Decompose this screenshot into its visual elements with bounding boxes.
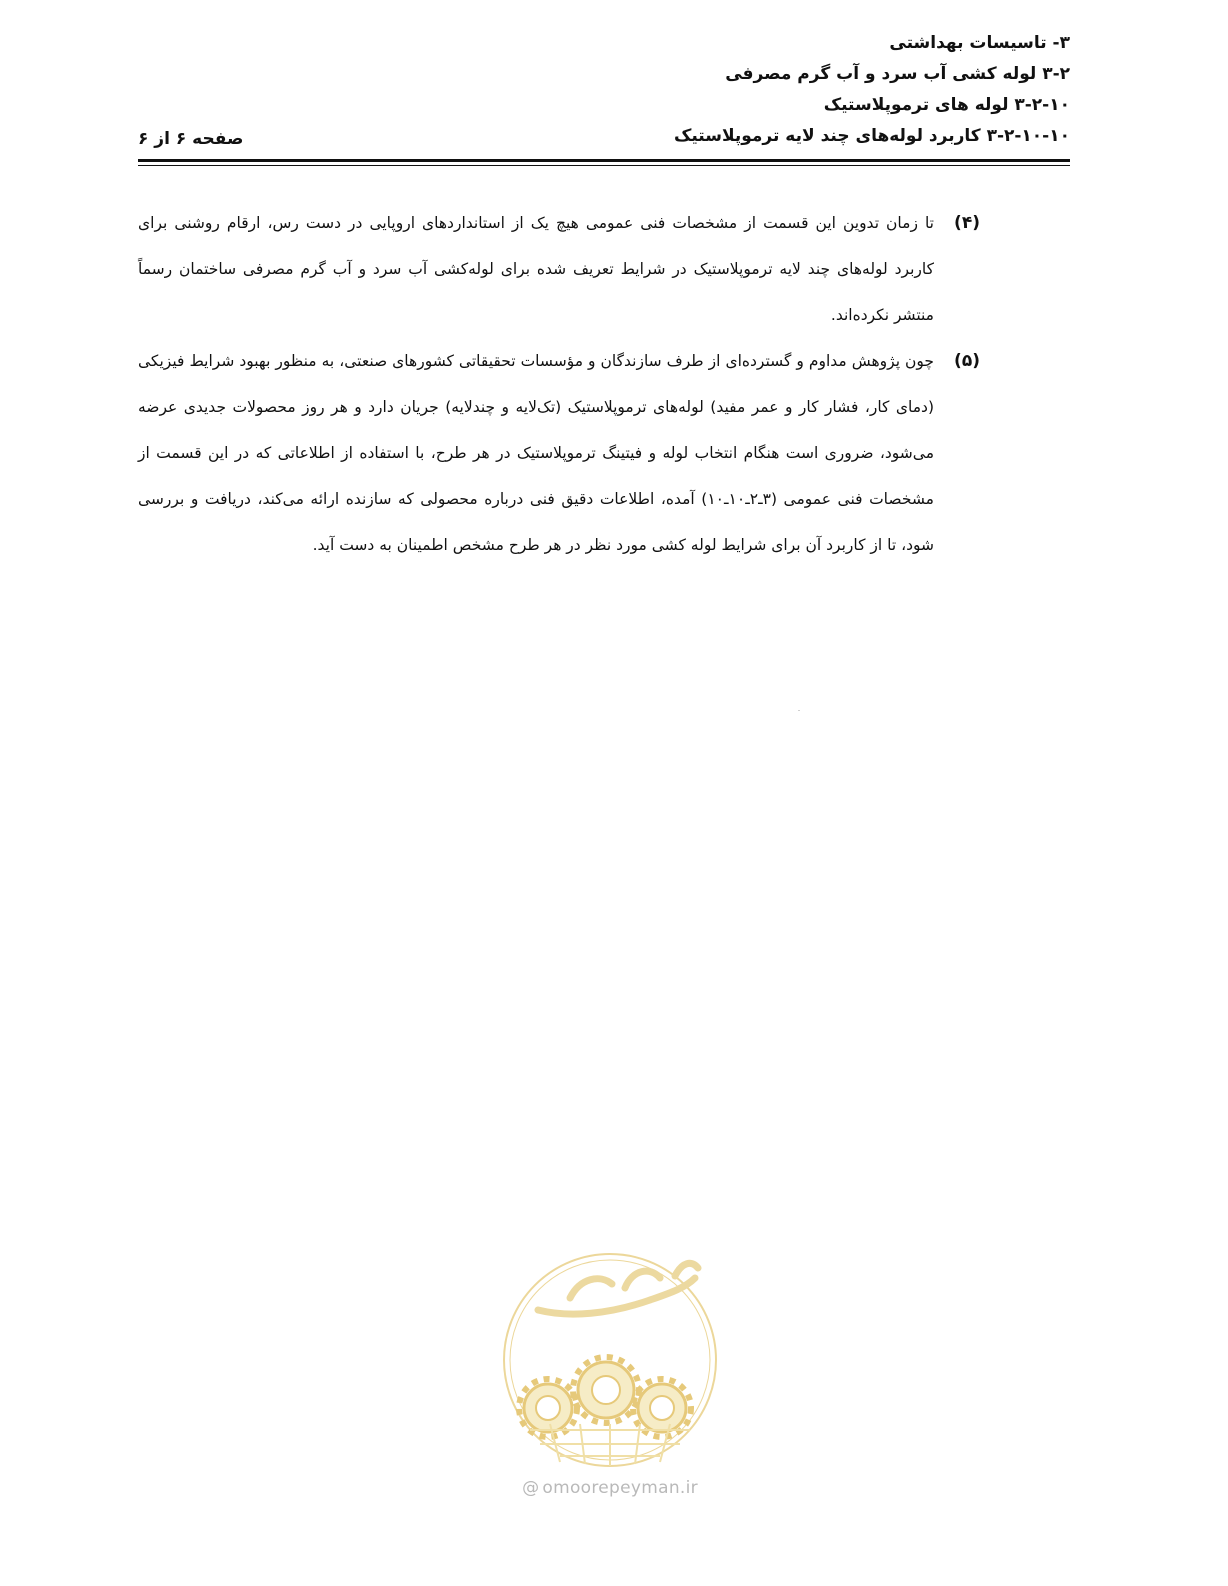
- paragraph-4: [138, 200, 980, 338]
- scan-speck: [798, 710, 800, 711]
- watermark-seal-icon: [500, 1248, 720, 1473]
- header-divider-thick: [138, 159, 1070, 162]
- header-subsection-title: ۳-۲ لوله کشی آب سرد و آب گرم مصرفی: [725, 64, 1070, 84]
- paragraph-text: چون پژوهش مداوم و گسترده‌ای از طرف سازندگان و مؤسسات تحقیقاتی کشورهای صنعتی، به منظور بهبود شرایط فیزیکی (دمای کار، فشار کار و عمر مفید) لوله‌های ترموپلاستیک (تک‌لایه و چندلایه) جریان دارد و هر روز محصولات جدیدی عرضه می‌شود، ضروری است هنگام انتخاب لوله و فیتینگ ترموپلاستیک در هر طرح، با استفاده از اطلاعاتی که در این قسمت از مشخصات فنی عمومی (۳ـ۲ـ۱۰ـ۱۰) آمده، اطلاعات دقیق فنی درباره محصولی که سازنده ارائه می‌کند، دریافت و بررسی شود، تا از کاربرد آن برای شرایط لوله کشی مورد نظر در هر طرح مشخص اطمینان به دست آید.: [138, 352, 934, 554]
- header-section-title: ۳- تاسیسات بهداشتی: [889, 33, 1070, 53]
- at-icon: @: [522, 1478, 540, 1498]
- page-number: صفحه ۶ از ۶: [138, 129, 244, 149]
- watermark-url: [500, 1478, 720, 1498]
- page-header: [138, 28, 1070, 158]
- paragraph-text: تا زمان تدوین این قسمت از مشخصات فنی عمومی هیچ یک از استانداردهای اروپایی در دست رس، ارقام روشنی برای کاربرد لوله‌های چند لایه ترموپلاستیک در شرایط تعریف شده برای لوله‌کشی آب سرد و آب گرم مصرفی ساختمان رسماً منتشر نکرده‌اند.: [138, 214, 934, 324]
- paragraph-number: (۵): [954, 351, 980, 371]
- header-divider-thin: [138, 165, 1070, 166]
- watermark-logo: [500, 1248, 720, 1528]
- paragraph-5: [138, 338, 980, 568]
- document-body: [138, 200, 980, 568]
- watermark-url-text: omoorepeyman.ir: [542, 1478, 698, 1498]
- header-topic-title: ۳-۲-۱۰-۱۰ کاربرد لوله‌های چند لایه ترموپلاستیک: [673, 126, 1070, 146]
- paragraph-number: (۴): [954, 213, 980, 233]
- header-subsubsection-title: ۳-۲-۱۰ لوله های ترموپلاستیک: [823, 95, 1070, 115]
